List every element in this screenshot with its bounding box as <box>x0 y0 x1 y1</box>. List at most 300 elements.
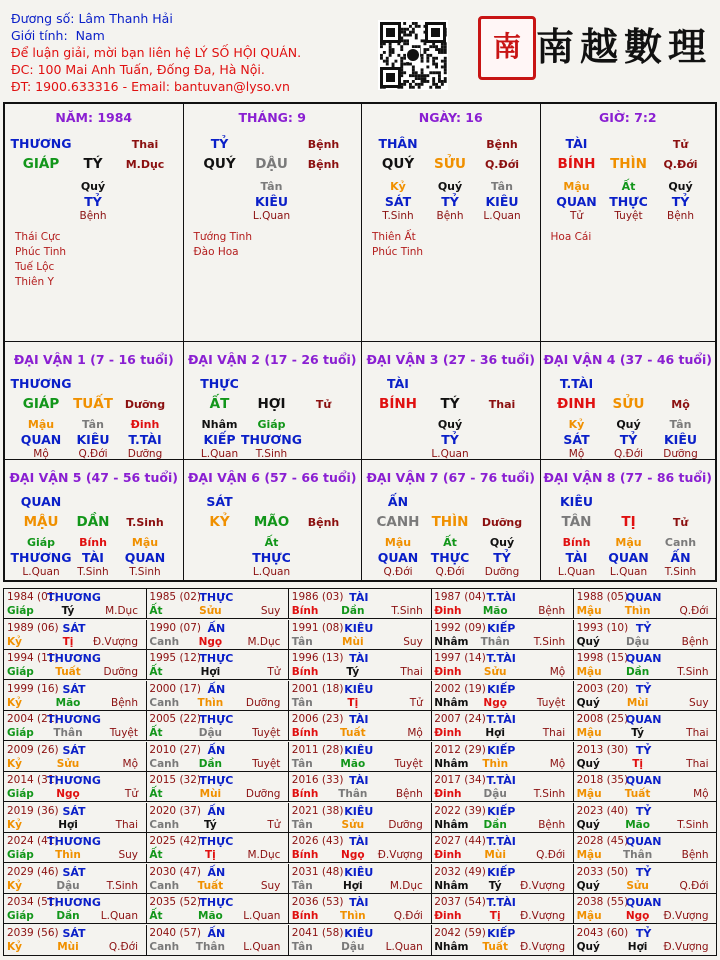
year-cell[interactable] <box>4 711 147 741</box>
year-stage: Bệnh <box>681 635 709 648</box>
year-label: 1993 (10) <box>576 621 629 634</box>
special-stars <box>551 230 592 245</box>
luck-hidden-star: TÀI <box>565 550 588 565</box>
star-name: Hoa Cái <box>550 231 592 243</box>
year-branch: Tý <box>61 605 75 617</box>
pillar-branch-stage: Q.Đới <box>484 158 520 171</box>
year-stage: Q.Đới <box>679 605 709 617</box>
year-label: 2042 (59) <box>434 926 486 939</box>
year-star: TỶ <box>635 621 652 635</box>
year-branch: Thân <box>480 635 510 648</box>
year-cell[interactable] <box>431 620 574 650</box>
year-star: KIÊU <box>344 621 374 635</box>
luck-hidden-star: QUAN <box>377 550 419 565</box>
year-stage: Bệnh <box>538 818 566 831</box>
year-label: 2035 (52) <box>149 896 202 908</box>
year-branch: Tý <box>204 818 217 831</box>
bazi-chart-grid <box>3 102 717 582</box>
year-cell[interactable] <box>431 589 574 619</box>
pillar-stage: Tử <box>672 138 689 151</box>
year-stem: Tân <box>291 635 313 648</box>
year-star: THỰC <box>199 591 234 604</box>
year-cell[interactable] <box>146 589 289 619</box>
luck-hidden-stem: Quý <box>489 536 515 549</box>
luck-hidden-star: TỶ <box>619 432 638 447</box>
year-cell[interactable] <box>289 681 432 711</box>
year-star: TÀI <box>349 591 369 604</box>
year-cell[interactable] <box>4 681 147 711</box>
luck-hidden-stem: Mậu <box>384 536 412 549</box>
year-stage: Bệnh <box>681 849 709 861</box>
year-label: 2015 (32) <box>149 774 202 786</box>
luck-branch: SỬU <box>612 396 645 412</box>
year-cell[interactable] <box>431 772 574 802</box>
year-cell[interactable] <box>431 711 574 741</box>
luck-hidden-stage: L.Quan <box>22 566 60 578</box>
major-luck-cell <box>541 342 716 460</box>
year-branch: Tý <box>631 727 644 739</box>
year-cell[interactable] <box>574 833 717 863</box>
luck-hidden-stem: Bính <box>562 536 591 549</box>
luck-hidden-stage: Dưỡng <box>484 566 520 578</box>
year-stem: Ất <box>149 666 163 678</box>
year-cell[interactable] <box>146 742 289 772</box>
year-stage: M.Dục <box>389 879 423 892</box>
year-cell[interactable] <box>289 925 432 955</box>
hidden-stem: Ất <box>621 180 636 193</box>
year-branch: Tị <box>347 696 359 709</box>
year-cell[interactable] <box>4 650 147 680</box>
year-stem: Quý <box>576 818 600 831</box>
year-cell[interactable] <box>431 925 574 955</box>
pillar-cell <box>541 104 716 342</box>
luck-hidden-stem: Giáp <box>26 536 56 549</box>
hidden-stem: Quý <box>80 180 106 193</box>
year-label: 2020 (37) <box>149 804 202 817</box>
year-branch: Thìn <box>55 849 81 861</box>
year-star: TÀI <box>349 774 369 787</box>
qr-code-icon[interactable] <box>378 20 448 90</box>
year-label: 1998 (15) <box>576 652 629 664</box>
hidden-stage: Bệnh <box>667 210 694 222</box>
luck-hidden-stem: Quý <box>437 418 463 431</box>
year-stage: M.Dục <box>247 635 281 648</box>
hidden-stage: L.Quan <box>252 210 291 222</box>
pillar-can-star: TỶ <box>210 136 229 151</box>
year-label: 2001 (18) <box>291 682 344 695</box>
year-stem: Mậu <box>576 849 602 861</box>
year-label: 1999 (16) <box>7 682 59 695</box>
year-cell[interactable] <box>431 650 574 680</box>
year-branch: Ngọ <box>625 910 650 922</box>
year-cell[interactable] <box>146 833 289 863</box>
year-cell[interactable] <box>431 681 574 711</box>
year-star: TỶ <box>635 682 652 696</box>
star-name: Phúc Tinh <box>15 246 67 258</box>
year-stem: Quý <box>576 635 600 648</box>
luck-hidden-stem: Bính <box>79 536 107 549</box>
year-stem: Giáp <box>7 849 34 861</box>
year-cell[interactable] <box>431 742 574 772</box>
owner-label: Đương số: <box>11 11 75 26</box>
year-stage: T.Sinh <box>533 635 566 648</box>
year-branch: Sửu <box>483 666 507 678</box>
year-cell[interactable] <box>146 620 289 650</box>
pillar-earthly-branch: DẬU <box>255 156 288 172</box>
year-branch: Dậu <box>625 635 650 648</box>
year-label: 2025 (42) <box>149 835 202 847</box>
year-star: KIẾP <box>487 804 516 818</box>
year-cell[interactable] <box>4 742 147 772</box>
year-star: THƯƠNG <box>47 713 101 726</box>
major-luck-cell <box>184 342 363 460</box>
year-star: T.TÀI <box>486 835 516 848</box>
major-luck-cell <box>5 342 184 460</box>
year-label: 2026 (43) <box>291 835 344 847</box>
year-cell[interactable] <box>4 620 147 650</box>
year-stem: Mậu <box>576 605 602 617</box>
hidden-stem: Mậu <box>563 180 590 193</box>
year-stem: Canh <box>149 757 180 770</box>
year-cell[interactable] <box>146 803 289 833</box>
year-star: T.TÀI <box>486 591 516 604</box>
hidden-stem: Kỷ <box>390 180 406 193</box>
year-label: 2033 (50) <box>576 865 629 878</box>
year-cell[interactable] <box>4 894 147 924</box>
year-stem: Mậu <box>576 788 602 800</box>
year-stem: Đinh <box>434 605 462 617</box>
year-cell[interactable] <box>146 894 289 924</box>
year-branch: Mùi <box>484 849 506 861</box>
year-cell[interactable] <box>431 864 574 894</box>
year-stage: Mộ <box>549 666 566 678</box>
luck-hidden-stem: Mậu <box>27 418 55 431</box>
pillar-can-star: THÂN <box>378 136 418 151</box>
year-stem: Mậu <box>576 666 602 678</box>
year-stem: Nhâm <box>434 757 469 770</box>
hidden-star: TỶ <box>441 194 459 209</box>
year-stem: Kỷ <box>7 879 22 892</box>
hidden-star: KIÊU <box>485 194 519 209</box>
hidden-stage: Bệnh <box>436 210 464 222</box>
year-cell[interactable] <box>574 742 717 772</box>
year-stage: T.Sinh <box>677 818 709 831</box>
pillar-title: NĂM: 1984 <box>55 110 133 125</box>
luck-hidden-stage: Mộ <box>568 448 585 460</box>
year-cell[interactable] <box>146 925 289 955</box>
year-stem: Bính <box>291 605 319 617</box>
year-stage: L.Quan <box>243 940 281 953</box>
star-name: Đào Hoa <box>193 246 239 258</box>
pillar-heavenly-stem: GIÁP <box>22 156 60 172</box>
year-star: TÀI <box>349 652 369 665</box>
year-star: SÁT <box>62 743 86 757</box>
year-cell[interactable] <box>146 864 289 894</box>
pillar-branch-stage: Bệnh <box>307 158 340 171</box>
major-luck-cell <box>184 460 363 580</box>
year-cell[interactable] <box>574 589 717 619</box>
luck-hidden-star: TỶ <box>441 432 459 447</box>
year-stage: Đ.Vượng <box>663 910 709 922</box>
year-branch: Thân <box>195 940 225 953</box>
year-cell[interactable] <box>574 803 717 833</box>
year-stem: Giáp <box>7 727 34 739</box>
year-cell[interactable] <box>4 803 147 833</box>
year-label: 1988 (05) <box>576 591 629 603</box>
year-stage: Thai <box>400 666 423 678</box>
luck-hidden-stage: T.Sinh <box>255 448 288 460</box>
year-stem: Tân <box>291 696 313 709</box>
year-stem: Bính <box>291 727 319 739</box>
year-star: THỰC <box>199 774 234 787</box>
pillar-earthly-branch: SỬU <box>434 156 466 172</box>
year-stage: L.Quan <box>100 910 138 922</box>
year-branch: Tị <box>205 849 216 861</box>
year-stage: Dưỡng <box>245 788 281 800</box>
year-cell[interactable] <box>4 589 147 619</box>
year-stage: Tuyệt <box>536 696 566 709</box>
year-label: 2030 (47) <box>149 865 202 878</box>
year-cell[interactable] <box>431 803 574 833</box>
luck-stage: Bệnh <box>307 516 340 529</box>
hidden-stem: Quý <box>437 180 463 193</box>
luck-hidden-star: ẤN <box>670 550 691 565</box>
year-cell[interactable] <box>4 864 147 894</box>
year-cell[interactable] <box>574 711 717 741</box>
year-star: TỶ <box>635 926 652 940</box>
luck-stage: Tử <box>672 516 689 529</box>
year-star: THỰC <box>199 896 234 909</box>
hidden-stage: L.Quan <box>483 210 521 222</box>
year-cell[interactable] <box>289 894 432 924</box>
year-stage: Q.Đới <box>108 940 138 953</box>
year-branch: Sửu <box>56 757 80 770</box>
year-cell[interactable] <box>146 681 289 711</box>
year-star: T.TÀI <box>486 713 516 726</box>
year-label: 2005 (22) <box>149 713 202 725</box>
luck-hidden-star: KIẾP <box>203 432 236 447</box>
hidden-stage: Tuyệt <box>614 210 643 222</box>
luck-stem: KỶ <box>209 514 230 530</box>
year-stage: T.Sinh <box>391 605 423 617</box>
year-branch: Mão <box>55 696 81 709</box>
year-cell[interactable] <box>289 589 432 619</box>
year-label: 1986 (03) <box>291 591 344 603</box>
year-stem: Mậu <box>576 910 602 922</box>
phone-email[interactable]: ĐT: 1900.633316 - Email: bantuvan@lyso.vn <box>11 79 290 94</box>
year-star: THƯƠNG <box>47 774 101 787</box>
major-luck-cell <box>362 460 541 580</box>
year-stem: Giáp <box>7 910 34 922</box>
year-label: 1985 (02) <box>149 591 202 603</box>
year-stem: Canh <box>149 879 180 892</box>
year-stem: Ất <box>149 605 163 617</box>
year-branch: Sửu <box>626 879 649 892</box>
year-stage: Bệnh <box>538 605 566 617</box>
luck-branch: DẦN <box>76 514 110 530</box>
year-cell[interactable] <box>574 864 717 894</box>
year-cell[interactable] <box>4 833 147 863</box>
major-luck-title: ĐẠI VẬN 2 (17 - 26 tuổi) <box>187 352 357 367</box>
year-cell[interactable] <box>146 711 289 741</box>
year-branch: Tý <box>346 666 360 678</box>
year-stage: Bệnh <box>395 788 423 800</box>
year-cell[interactable] <box>431 833 574 863</box>
luck-hidden-stage: T.Sinh <box>77 566 109 578</box>
year-star: KIÊU <box>344 804 374 818</box>
year-label: 2037 (54) <box>434 896 486 908</box>
luck-hidden-stem: Kỷ <box>568 418 585 431</box>
year-stem: Bính <box>291 849 319 861</box>
luck-branch: TỊ <box>621 514 636 530</box>
pillar-stage: Bệnh <box>307 138 340 151</box>
year-cell[interactable] <box>574 681 717 711</box>
year-branch: Mão <box>625 818 650 831</box>
luck-branch: MÃO <box>253 514 290 530</box>
year-branch: Tị <box>489 910 501 922</box>
year-label: 2043 (60) <box>576 926 629 939</box>
year-stem: Nhâm <box>434 818 469 831</box>
luck-hidden-stage: L.Quan <box>431 448 469 460</box>
year-cell[interactable] <box>574 894 717 924</box>
year-star: THƯƠNG <box>47 652 101 665</box>
year-branch: Tuất <box>340 727 366 739</box>
luck-star: SÁT <box>206 494 233 509</box>
year-cell[interactable] <box>574 925 717 955</box>
year-cell[interactable] <box>289 620 432 650</box>
hidden-star: QUAN <box>556 194 597 209</box>
year-label: 2029 (46) <box>7 865 59 878</box>
luck-stage: T.Sinh <box>126 516 164 529</box>
year-star: KIẾP <box>487 743 516 757</box>
year-branch: Hợi <box>200 666 221 678</box>
year-stem: Quý <box>576 696 600 709</box>
luck-hidden-stage: Q.Đới <box>613 448 644 460</box>
pillar-cell <box>362 104 541 342</box>
year-stem: Giáp <box>7 788 34 800</box>
luck-hidden-stage: Dưỡng <box>663 448 698 460</box>
year-stem: Quý <box>576 757 600 770</box>
year-branch: Ngọ <box>483 696 507 709</box>
luck-hidden-stem: Tân <box>669 418 692 431</box>
year-label: 2038 (55) <box>576 896 629 908</box>
pillar-can-star: THƯƠNG <box>10 136 72 151</box>
luck-hidden-star: THỰC <box>430 550 470 565</box>
year-star: KIẾP <box>487 621 516 635</box>
year-cell[interactable] <box>431 894 574 924</box>
year-stem: Kỷ <box>7 757 22 770</box>
year-cell[interactable] <box>289 833 432 863</box>
pillar-earthly-branch: TÝ <box>83 156 103 172</box>
year-star: KIẾP <box>487 926 516 940</box>
year-stem: Canh <box>149 940 180 953</box>
pillar-branch-stage: Q.Đới <box>663 158 698 171</box>
luck-stem: MẬU <box>23 514 59 530</box>
pillar-heavenly-stem: BÍNH <box>557 156 596 172</box>
luck-hidden-stem: Tân <box>82 418 104 431</box>
star-name: Thiên Y <box>15 276 54 288</box>
year-cell[interactable] <box>4 925 147 955</box>
luck-branch: HỢI <box>257 396 286 412</box>
gender-label: Giới tính: <box>11 28 68 43</box>
year-cell[interactable] <box>289 864 432 894</box>
year-stage: Tuyệt <box>394 757 423 770</box>
year-label: 2010 (27) <box>149 743 202 756</box>
year-stem: Giáp <box>7 666 34 678</box>
year-label: 2016 (33) <box>291 774 344 786</box>
year-label: 2027 (44) <box>434 835 486 847</box>
luck-stem: TÂN <box>561 514 592 530</box>
year-stage: T.Sinh <box>677 666 709 678</box>
luck-hidden-stage: Q.Đới <box>383 566 413 578</box>
gender-value: Nam <box>75 28 105 43</box>
pillar-earthly-branch: THÌN <box>610 156 647 172</box>
year-branch: Dậu <box>483 788 507 800</box>
year-branch: Thân <box>622 849 653 861</box>
luck-star: T.TÀI <box>559 376 594 391</box>
year-label: 2006 (23) <box>291 713 344 725</box>
year-stem: Ất <box>149 788 163 800</box>
year-branch: Ngọ <box>341 849 365 861</box>
year-label: 2041 (58) <box>291 926 344 939</box>
year-branch: Thìn <box>339 910 366 922</box>
year-stage: Đ.Vượng <box>663 940 709 953</box>
luck-stage: Thai <box>488 398 516 411</box>
year-stage: Tuyệt <box>252 727 281 739</box>
year-cell[interactable] <box>146 650 289 680</box>
year-stage: Đ.Vượng <box>377 849 423 861</box>
year-branch: Hợi <box>627 940 648 953</box>
year-stage: Suy <box>118 849 138 861</box>
luck-branch: TÝ <box>440 396 460 412</box>
year-branch: Dần <box>625 666 650 678</box>
year-cell[interactable] <box>289 711 432 741</box>
luck-hidden-stage: Q.Đới <box>78 448 108 460</box>
year-branch: Mão <box>482 605 508 617</box>
year-cell[interactable] <box>574 620 717 650</box>
year-cell[interactable] <box>4 772 147 802</box>
year-stem: Ất <box>149 910 163 922</box>
seal-stamp-icon: 南 <box>478 16 536 80</box>
luck-branch: TUẤT <box>73 396 113 412</box>
year-star: THƯƠNG <box>47 835 101 848</box>
year-branch: Dần <box>56 910 80 922</box>
year-cell[interactable] <box>146 772 289 802</box>
year-stem: Kỷ <box>7 940 22 953</box>
major-luck-title: ĐẠI VẬN 4 (37 - 46 tuổi) <box>543 352 713 367</box>
major-luck-title: ĐẠI VẬN 5 (47 - 56 tuổi) <box>9 470 179 485</box>
year-label: 2034 (51) <box>7 896 59 908</box>
year-label: 2040 (57) <box>149 926 202 939</box>
year-label: 2036 (53) <box>291 896 344 908</box>
year-cell[interactable] <box>289 772 432 802</box>
year-cell[interactable] <box>574 772 717 802</box>
luck-hidden-stage: L.Quan <box>252 566 291 578</box>
year-stage: Thai <box>686 757 709 770</box>
year-label: 1990 (07) <box>149 621 202 634</box>
year-branch: Ngọ <box>56 788 80 800</box>
year-cell[interactable] <box>289 742 432 772</box>
brand-logo <box>478 10 713 88</box>
year-star: QUAN <box>625 896 662 909</box>
year-stage: Tử <box>409 696 423 709</box>
year-label: 2000 (17) <box>149 682 202 695</box>
year-cell[interactable] <box>289 803 432 833</box>
year-label: 1994 (11) <box>7 652 59 664</box>
year-cell[interactable] <box>574 650 717 680</box>
luck-hidden-star: THỰC <box>252 550 291 565</box>
year-cell[interactable] <box>289 650 432 680</box>
